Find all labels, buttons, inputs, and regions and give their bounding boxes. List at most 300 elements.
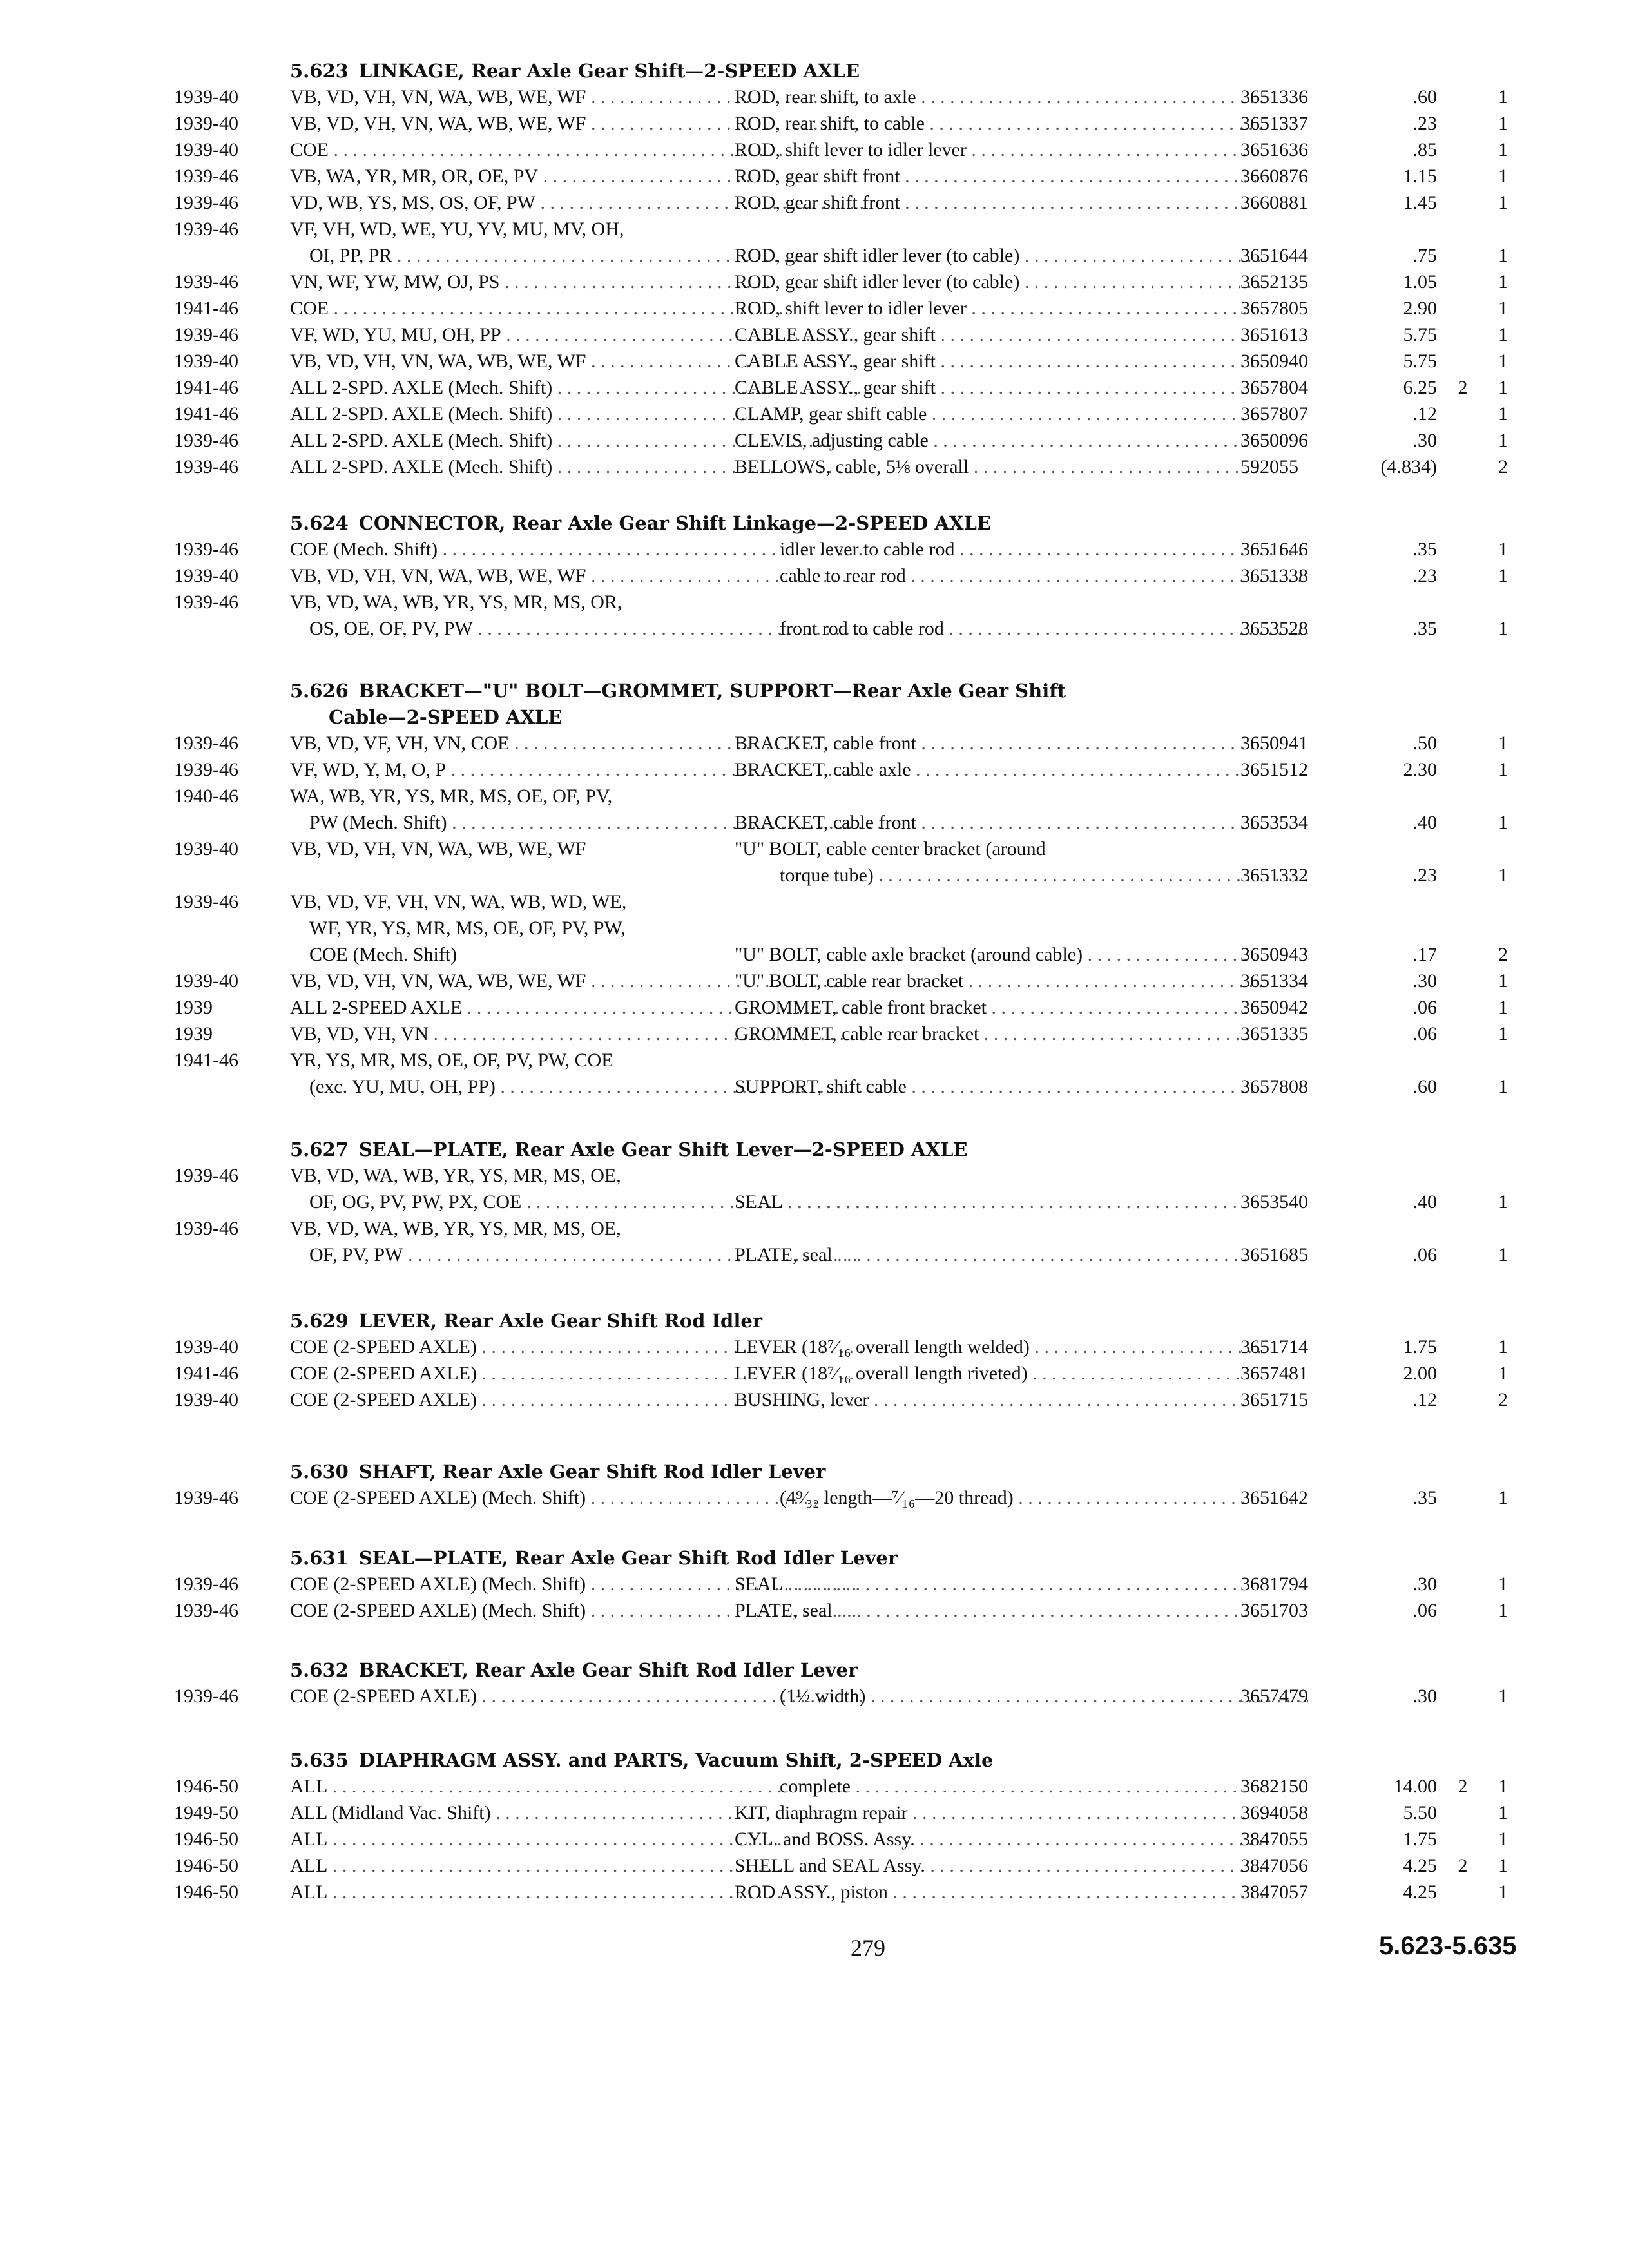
leader-dots xyxy=(327,1776,782,1797)
description-text: SHELL and SEAL Assy. xyxy=(735,1855,925,1876)
model-text: COE xyxy=(290,139,329,160)
table-row xyxy=(174,347,1508,376)
year-range: 1939-46 xyxy=(174,1487,238,1508)
part-number: 3657807 xyxy=(1240,403,1308,425)
part-description xyxy=(735,967,1263,995)
model-text: VB, VD, VH, VN, WA, WB, WE, WF xyxy=(290,838,586,860)
part-description xyxy=(735,1825,1263,1854)
year-range: 1939-46 xyxy=(174,218,238,240)
year-range: 1946-50 xyxy=(174,1776,238,1797)
list-price: .23 xyxy=(1412,865,1437,886)
year-range: 1939-40 xyxy=(174,86,238,108)
description-text: CLEVIS, adjusting cable xyxy=(735,430,929,451)
year-range: 1939-40 xyxy=(174,970,238,992)
year-range: 1939-46 xyxy=(174,1165,238,1186)
table-row xyxy=(174,861,1508,890)
table-row xyxy=(174,1386,1508,1414)
description-text: "U" BOLT, cable axle bracket (around cable) xyxy=(735,944,1083,965)
part-number: 3651335 xyxy=(1240,1023,1308,1044)
table-row xyxy=(174,242,1508,270)
table-row xyxy=(174,110,1508,138)
leader-dots xyxy=(1019,245,1263,266)
list-price: 6.25 xyxy=(1403,377,1437,398)
part-description xyxy=(735,914,1263,943)
year-range: 1941-46 xyxy=(174,1050,238,1071)
part-number: 3651644 xyxy=(1240,245,1308,266)
quantity: 1 xyxy=(1498,139,1508,160)
part-description xyxy=(735,1073,1263,1101)
part-number: 3847055 xyxy=(1240,1829,1308,1850)
quantity: 1 xyxy=(1498,351,1508,372)
list-price: 4.25 xyxy=(1403,1855,1437,1876)
leader-dots xyxy=(907,1076,1263,1097)
table-row xyxy=(174,1852,1508,1880)
model-text: VB, VD, VH, VN, WA, WB, WE, WF xyxy=(290,351,586,372)
leader-dots xyxy=(1019,271,1263,293)
table-row xyxy=(174,374,1508,402)
part-description xyxy=(735,453,1263,481)
leader-dots xyxy=(925,1855,1263,1876)
year-range: 1940-46 xyxy=(174,785,238,807)
list-price: .17 xyxy=(1412,944,1437,965)
part-description xyxy=(735,1773,1308,1801)
model-text: VB, VD, VH, VN, WA, WB, WE, WF xyxy=(290,970,586,992)
leader-dots xyxy=(783,1191,1237,1213)
year-range: 1939-46 xyxy=(174,733,238,754)
list-price: 14.00 xyxy=(1393,1776,1437,1797)
section-title: LEVER, Rear Axle Gear Shift Rod Idler xyxy=(358,1310,763,1332)
table-row xyxy=(174,1878,1508,1907)
leader-dots xyxy=(900,166,1263,187)
section-title: DIAPHRAGM ASSY. and PARTS, Vacuum Shift, 2-SPEED Axle xyxy=(358,1749,994,1771)
year-range: 1939-46 xyxy=(174,271,238,293)
part-number: 3660876 xyxy=(1240,166,1308,187)
model-text: COE (2-SPEED AXLE) (Mech. Shift) xyxy=(290,1487,586,1508)
section-title: BRACKET—"U" BOLT—GROMMET, SUPPORT—Rear Axle Gear Shift xyxy=(358,680,1066,702)
model-text: VB, VD, VF, VH, VN, COE xyxy=(290,733,510,754)
model-text: ALL 2-SPD. AXLE (Mech. Shift) xyxy=(290,377,553,398)
list-price: .06 xyxy=(1412,1600,1437,1621)
model-text: OI, PP, PR xyxy=(309,245,392,266)
list-price: .30 xyxy=(1412,430,1437,451)
quantity: 2 xyxy=(1498,1389,1508,1410)
leader-dots xyxy=(1030,1336,1263,1358)
price-note-mark: 2 xyxy=(1458,1776,1468,1797)
list-price: .30 xyxy=(1412,970,1437,992)
section-title: LINKAGE, Rear Axle Gear Shift—2-SPEED AXLE xyxy=(358,60,860,82)
part-number: 3652135 xyxy=(1240,271,1308,293)
table-row xyxy=(174,1046,1508,1075)
table-row xyxy=(174,1484,1508,1512)
year-range: 1939-46 xyxy=(174,591,238,613)
year-range: 1939-46 xyxy=(174,891,238,912)
quantity: 1 xyxy=(1498,997,1508,1018)
part-number: 3653534 xyxy=(1240,812,1308,833)
part-description xyxy=(735,888,1263,916)
description-text: ROD, rear shift, to axle xyxy=(735,86,916,108)
model-text: ALL 2-SPD. AXLE (Mech. Shift) xyxy=(290,456,553,477)
section-heading xyxy=(290,1457,825,1486)
section-heading-continued xyxy=(329,703,563,731)
quantity: 1 xyxy=(1498,1244,1508,1265)
model-text: OF, OG, PV, PW, PX, COE xyxy=(309,1191,522,1213)
part-number: 3650943 xyxy=(1240,944,1308,965)
part-number: 3847056 xyxy=(1240,1855,1308,1876)
table-row xyxy=(174,1241,1508,1269)
quantity: 1 xyxy=(1498,1573,1508,1595)
section-number: 5.623 xyxy=(290,60,349,82)
quantity: 1 xyxy=(1498,759,1508,780)
leader-dots xyxy=(915,1829,1263,1850)
model-text: (exc. YU, MU, OH, PP) xyxy=(309,1076,496,1097)
table-row xyxy=(174,562,1508,590)
description-text: LEVER (18⁷⁄₁₆ overall length riveted) xyxy=(735,1363,1028,1384)
model-text: VB, VD, VH, VN xyxy=(290,1023,429,1044)
description-text: CABLE ASSY., gear shift xyxy=(735,377,936,398)
leader-dots xyxy=(925,113,1263,134)
quantity: 1 xyxy=(1498,1076,1508,1097)
model-text: COE (Mech. Shift) xyxy=(309,944,458,965)
description-text: SUPPORT, shift cable xyxy=(735,1076,907,1097)
description-text: cable to rear rod xyxy=(780,565,906,586)
year-range: 1939-46 xyxy=(174,192,238,213)
quantity: 1 xyxy=(1498,377,1508,398)
part-description xyxy=(735,427,1263,455)
description-text: PLATE, seal xyxy=(735,1244,833,1265)
list-price: (4.834) xyxy=(1380,456,1437,477)
section-heading xyxy=(290,1656,858,1684)
year-range: 1939-46 xyxy=(174,1600,238,1621)
quantity: 1 xyxy=(1498,812,1508,833)
year-range: 1939-46 xyxy=(174,1686,238,1707)
year-range: 1946-50 xyxy=(174,1855,238,1876)
model-text: VF, WD, Y, M, O, P xyxy=(290,759,447,780)
leader-dots xyxy=(329,139,783,160)
part-description xyxy=(735,562,1308,590)
part-description xyxy=(735,809,1263,837)
leader-dots xyxy=(888,1881,1263,1903)
section-heading xyxy=(290,57,860,85)
leader-dots xyxy=(1083,944,1263,965)
table-row xyxy=(174,427,1508,455)
leader-dots xyxy=(979,1023,1263,1044)
table-row xyxy=(174,615,1508,643)
leader-dots xyxy=(929,430,1263,451)
section-title: SEAL—PLATE, Rear Axle Gear Shift Rod Idler Lever xyxy=(358,1547,898,1569)
model-text: COE (2-SPEED AXLE) (Mech. Shift) xyxy=(290,1600,586,1621)
description-text: BRACKET, cable axle xyxy=(735,759,911,780)
description-text: ROD, gear shift idler lever (to cable) xyxy=(735,271,1020,293)
year-range: 1939-40 xyxy=(174,351,238,372)
description-text: ROD, shift lever to idler lever xyxy=(735,139,967,160)
list-price: .12 xyxy=(1412,403,1437,425)
list-price: 5.75 xyxy=(1403,324,1437,345)
table-row xyxy=(174,1360,1508,1388)
table-row xyxy=(174,535,1508,564)
description-text: BRACKET, cable front xyxy=(735,812,916,833)
year-range: 1939-46 xyxy=(174,1218,238,1239)
description-text: torque tube) xyxy=(780,865,874,886)
part-description xyxy=(735,321,1263,349)
model-text: ALL xyxy=(290,1855,328,1876)
quantity: 1 xyxy=(1498,1686,1508,1707)
description-text: CABLE ASSY., gear shift xyxy=(735,324,936,345)
table-row xyxy=(174,1597,1508,1625)
year-range: 1939-46 xyxy=(174,166,238,187)
quantity: 1 xyxy=(1498,1802,1508,1823)
list-price: .30 xyxy=(1412,1573,1437,1595)
section-title: SEAL—PLATE, Rear Axle Gear Shift Lever—2-SPEED AXLE xyxy=(358,1139,968,1160)
part-number: 3653528 xyxy=(1240,618,1308,639)
description-text: (4⁹⁄₃₂ length—⁷⁄₁₆—20 thread) xyxy=(780,1487,1014,1508)
quantity: 1 xyxy=(1498,192,1508,213)
model-text: VD, WB, YS, MS, OS, OF, PW xyxy=(290,192,536,213)
part-description xyxy=(735,1852,1263,1880)
model-text: PW (Mech. Shift) xyxy=(309,812,447,833)
quantity: 2 xyxy=(1498,456,1508,477)
model-text: ALL 2-SPD. AXLE (Mech. Shift) xyxy=(290,430,553,451)
list-price: 1.45 xyxy=(1403,192,1437,213)
year-range: 1941-46 xyxy=(174,298,238,319)
leader-dots xyxy=(936,351,1263,372)
model-text: ALL (Midland Vac. Shift) xyxy=(290,1802,491,1823)
list-price: .12 xyxy=(1412,1389,1437,1410)
part-description xyxy=(735,1682,1308,1711)
part-description xyxy=(735,1215,1263,1243)
section-heading xyxy=(290,509,991,537)
year-range: 1939-40 xyxy=(174,565,238,586)
part-description xyxy=(735,347,1263,376)
year-range: 1939-40 xyxy=(174,139,238,160)
section-number: 5.624 xyxy=(290,512,349,534)
part-number: 3651703 xyxy=(1240,1600,1308,1621)
quantity: 1 xyxy=(1498,1829,1508,1850)
year-range: 1939-40 xyxy=(174,1336,238,1358)
description-text: CLAMP, gear shift cable xyxy=(735,403,927,425)
list-price: .40 xyxy=(1412,1191,1437,1213)
part-number: 3650941 xyxy=(1240,733,1308,754)
quantity: 1 xyxy=(1498,1191,1508,1213)
part-description xyxy=(735,1484,1308,1512)
table-row xyxy=(174,835,1508,863)
table-row xyxy=(174,294,1508,323)
part-description xyxy=(735,861,1308,890)
list-price: 2.30 xyxy=(1403,759,1437,780)
leader-dots xyxy=(327,1855,782,1876)
list-price: .06 xyxy=(1412,997,1437,1018)
table-row xyxy=(174,756,1508,784)
leader-dots xyxy=(327,1829,782,1850)
list-price: .60 xyxy=(1412,86,1437,108)
year-range: 1946-50 xyxy=(174,1881,238,1903)
part-description xyxy=(735,242,1263,270)
list-price: 2.90 xyxy=(1403,298,1437,319)
model-text: ALL xyxy=(290,1829,328,1850)
part-description xyxy=(735,136,1263,164)
leader-dots xyxy=(869,1389,1263,1410)
part-number: 3651642 xyxy=(1240,1487,1308,1508)
leader-dots xyxy=(1028,1363,1263,1384)
part-number: 3847057 xyxy=(1240,1881,1308,1903)
description-text: LEVER (18⁷⁄₁₆ overall length welded) xyxy=(735,1336,1030,1358)
leader-dots xyxy=(783,1573,1237,1595)
quantity: 1 xyxy=(1498,1600,1508,1621)
description-text: ROD, rear shift, to cable xyxy=(735,113,925,134)
section-title: SHAFT, Rear Axle Gear Shift Rod Idler Lever xyxy=(358,1461,826,1483)
section-number: 5.629 xyxy=(290,1310,349,1332)
quantity: 1 xyxy=(1498,1881,1508,1903)
description-text: BRACKET, cable front xyxy=(735,733,916,754)
part-description xyxy=(735,83,1263,111)
leader-dots xyxy=(963,970,1263,992)
table-row xyxy=(174,321,1508,349)
table-row xyxy=(174,268,1508,296)
part-number: 3651338 xyxy=(1240,565,1308,586)
part-description xyxy=(735,1241,1263,1269)
section-number: 5.626 xyxy=(290,680,349,702)
part-number: 3651715 xyxy=(1240,1389,1308,1410)
part-description xyxy=(735,268,1263,296)
model-text: VB, VD, VH, VN, WA, WB, WE, WF xyxy=(290,565,586,586)
part-description xyxy=(735,835,1263,863)
model-text: YR, YS, MR, MS, OE, OF, PV, PW, COE xyxy=(290,1050,613,1071)
list-price: 1.75 xyxy=(1403,1336,1437,1358)
leader-dots xyxy=(851,1776,1305,1797)
quantity: 1 xyxy=(1498,970,1508,992)
part-description xyxy=(735,1046,1263,1075)
quantity: 1 xyxy=(1498,1363,1508,1384)
quantity: 1 xyxy=(1498,1023,1508,1044)
part-description xyxy=(735,1386,1263,1414)
model-text: VB, VD, WA, WB, YR, YS, MR, MS, OR, xyxy=(290,591,622,613)
list-price: .35 xyxy=(1412,539,1437,560)
leader-dots xyxy=(916,86,1263,108)
part-description xyxy=(735,215,1263,244)
part-number: 3651337 xyxy=(1240,113,1308,134)
description-text: PLATE, seal xyxy=(735,1600,833,1621)
list-price: 5.75 xyxy=(1403,351,1437,372)
part-description xyxy=(735,782,1263,811)
description-text: ROD, gear shift idler lever (to cable) xyxy=(735,245,1020,266)
table-row xyxy=(174,994,1508,1022)
part-description xyxy=(735,400,1263,428)
part-description xyxy=(735,588,1263,617)
part-number: 3653540 xyxy=(1240,1191,1308,1213)
part-description xyxy=(735,756,1263,784)
part-number: 3682150 xyxy=(1240,1776,1308,1797)
description-text: ROD, gear shift front xyxy=(735,192,900,213)
table-row xyxy=(174,1188,1508,1216)
section-number: 5.627 xyxy=(290,1139,349,1160)
part-number: 3651334 xyxy=(1240,970,1308,992)
year-range: 1946-50 xyxy=(174,1829,238,1850)
model-text: VF, WD, YU, MU, OH, PP xyxy=(290,324,501,345)
model-text: VB, VD, VH, VN, WA, WB, WE, WF xyxy=(290,113,586,134)
table-row xyxy=(174,83,1508,111)
part-description xyxy=(735,729,1263,758)
model-text: COE (2-SPEED AXLE) xyxy=(290,1686,477,1707)
quantity: 1 xyxy=(1498,245,1508,266)
quantity: 1 xyxy=(1498,539,1508,560)
model-text: COE (2-SPEED AXLE) (Mech. Shift) xyxy=(290,1573,586,1595)
description-text: BELLOWS, cable, 5⅛ overall xyxy=(735,456,969,477)
model-text: WF, YR, YS, MR, MS, OE, OF, PV, PW, xyxy=(309,918,626,939)
part-description xyxy=(735,1878,1263,1907)
part-description xyxy=(735,535,1308,564)
leader-dots xyxy=(987,997,1263,1018)
list-price: .23 xyxy=(1412,565,1437,586)
leader-dots xyxy=(916,733,1263,754)
part-number: 3657479 xyxy=(1240,1686,1308,1707)
quantity: 1 xyxy=(1498,618,1508,639)
quantity: 1 xyxy=(1498,1776,1508,1797)
year-range: 1939-46 xyxy=(174,759,238,780)
part-number: 3651636 xyxy=(1240,139,1308,160)
part-number: 3651613 xyxy=(1240,324,1308,345)
list-price: 5.50 xyxy=(1403,1802,1437,1823)
year-range: 1949-50 xyxy=(174,1802,238,1823)
table-row xyxy=(174,1799,1508,1827)
leader-dots xyxy=(936,324,1263,345)
list-price: .35 xyxy=(1412,618,1437,639)
model-text: VN, WF, YW, MW, OJ, PS xyxy=(290,271,500,293)
description-text: "U" BOLT, cable center bracket (around xyxy=(735,838,1046,860)
model-text: ALL 2-SPD. AXLE (Mech. Shift) xyxy=(290,403,553,425)
list-price: .06 xyxy=(1412,1244,1437,1265)
leader-dots xyxy=(911,759,1263,780)
quantity: 1 xyxy=(1498,86,1508,108)
table-row xyxy=(174,1020,1508,1048)
part-description xyxy=(735,941,1263,969)
leader-dots xyxy=(936,377,1263,398)
section-range: 5.623-5.635 xyxy=(1379,1932,1517,1960)
table-row xyxy=(174,588,1508,617)
list-price: 4.25 xyxy=(1403,1881,1437,1903)
year-range: 1941-46 xyxy=(174,377,238,398)
part-description xyxy=(735,374,1263,402)
list-price: .85 xyxy=(1412,139,1437,160)
part-description xyxy=(735,110,1263,138)
list-price: .50 xyxy=(1412,733,1437,754)
section-title-line2: Cable—2-SPEED AXLE xyxy=(329,706,563,728)
table-row xyxy=(174,1073,1508,1101)
year-range: 1939 xyxy=(174,1023,213,1044)
model-text: OS, OE, OF, PV, PW xyxy=(309,618,473,639)
model-text: VF, VH, WD, WE, YU, YV, MU, MV, OH, xyxy=(290,218,624,240)
table-row xyxy=(174,1215,1508,1243)
model-text: VB, WA, YR, MR, OR, OE, PV xyxy=(290,166,539,187)
year-range: 1939-46 xyxy=(174,324,238,345)
part-number: 3651336 xyxy=(1240,86,1308,108)
description-text: idler lever to cable rod xyxy=(780,539,955,560)
model-text: OF, PV, PW xyxy=(309,1244,403,1265)
leader-dots xyxy=(967,298,1263,319)
quantity: 1 xyxy=(1498,565,1508,586)
description-text: ROD, shift lever to idler lever xyxy=(735,298,967,319)
table-row xyxy=(174,1570,1508,1599)
model-text: COE (2-SPEED AXLE) xyxy=(290,1389,477,1410)
table-row xyxy=(174,189,1508,217)
model-text: COE (2-SPEED AXLE) xyxy=(290,1336,477,1358)
leader-dots xyxy=(833,1600,1263,1621)
model-text: VB, VD, WA, WB, YR, YS, MR, MS, OE, xyxy=(290,1165,621,1186)
quantity: 1 xyxy=(1498,271,1508,293)
part-description xyxy=(735,1162,1263,1190)
quantity: 1 xyxy=(1498,1336,1508,1358)
year-range: 1939 xyxy=(174,997,213,1018)
year-range: 1939-46 xyxy=(174,456,238,477)
table-row xyxy=(174,941,1508,969)
